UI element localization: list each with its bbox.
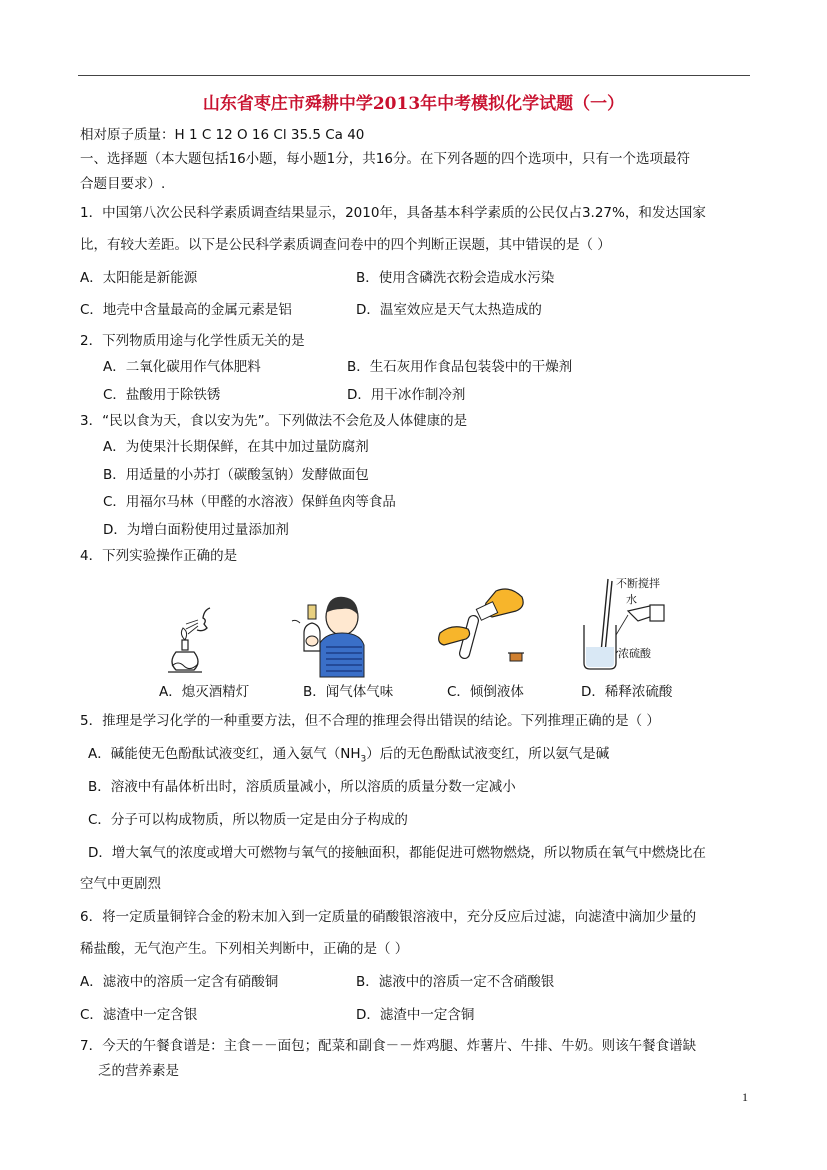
q5-option-d-line2: 空气中更剧烈 bbox=[80, 876, 161, 892]
q6-stem-line1: 6．将一定质量铜锌合金的粉末加入到一定质量的硝酸银溶液中，充分反应后过滤，向滤渣中滴加少量的 bbox=[80, 909, 697, 925]
figure-dilute-acid bbox=[580, 575, 675, 675]
q6-option-d: D．滤渣中一定含铜 bbox=[356, 1007, 475, 1023]
section-heading-line1: 一、选择题（本大题包括16小题，每小题1分，共16分。在下列各题的四个选项中，只有一个选项最符 bbox=[80, 151, 690, 167]
figure-smell-gas bbox=[290, 593, 380, 679]
page-title: 山东省枣庄市舜耕中学2013年中考模拟化学试题（一） bbox=[202, 94, 625, 114]
q4-option-b: B．闻气体气味 bbox=[303, 684, 394, 700]
q6-stem-line2: 稀盐酸，无气泡产生。下列相关判断中，正确的是（ ） bbox=[80, 941, 409, 957]
q3-option-c: C．用福尔马林（甲醛的水溶液）保鲜鱼肉等食品 bbox=[103, 494, 396, 510]
q1-option-c: C．地壳中含量最高的金属元素是铝 bbox=[80, 302, 292, 318]
label-water: 水 bbox=[626, 593, 637, 606]
q2-option-c: C．盐酸用于除铁锈 bbox=[103, 387, 221, 403]
q3-option-a: A．为使果汁长期保鲜，在其中加过量防腐剂 bbox=[103, 439, 369, 455]
q3-option-b: B．用适量的小苏打（碳酸氢钠）发酵做面包 bbox=[103, 467, 369, 483]
q7-stem-line1: 7．今天的午餐食谱是：主食－－面包；配菜和副食－－炸鸡腿、炸薯片、牛排、牛奶。则该午餐食谱缺 bbox=[80, 1038, 697, 1054]
q6-option-b: B．滤液中的溶质一定不含硝酸银 bbox=[356, 974, 555, 990]
q4-option-c: C．倾倒液体 bbox=[447, 684, 524, 700]
q4-stem: 4．下列实验操作正确的是 bbox=[80, 548, 238, 564]
q5-option-b: B．溶液中有晶体析出时，溶质质量减小，所以溶质的质量分数一定减小 bbox=[88, 779, 516, 795]
q2-stem: 2．下列物质用途与化学性质无关的是 bbox=[80, 333, 305, 349]
q5-option-c: C．分子可以构成物质，所以物质一定是由分子构成的 bbox=[88, 812, 408, 828]
label-stir: 不断搅拌 bbox=[616, 577, 660, 590]
q1-stem-line2: 比，有较大差距。以下是公民科学素质调查问卷中的四个判断正误题，其中错误的是（ ） bbox=[80, 237, 611, 253]
section-heading-line2: 合题目要求）. bbox=[80, 176, 166, 192]
header-rule bbox=[78, 75, 750, 76]
atomic-masses: 相对原子质量：H 1 C 12 O 16 Cl 35.5 Ca 40 bbox=[80, 127, 365, 143]
figure-alcohol-lamp bbox=[158, 600, 220, 680]
q5-stem: 5．推理是学习化学的一种重要方法，但不合理的推理会得出错误的结论。下列推理正确的是（ ） bbox=[80, 713, 660, 729]
q5-option-d-line1: D．增大氧气的浓度或增大可燃物与氧气的接触面积，都能促进可燃物燃烧，所以物质在氧气中燃烧比在 bbox=[88, 845, 706, 861]
q4-option-a: A．熄灭酒精灯 bbox=[159, 684, 250, 700]
q2-option-b: B．生石灰用作食品包装袋中的干燥剂 bbox=[347, 359, 573, 375]
figure-pour-liquid bbox=[434, 585, 534, 667]
page-number: 1 bbox=[742, 1090, 748, 1104]
q1-option-d: D．温室效应是天气太热造成的 bbox=[356, 302, 542, 318]
q3-option-d: D．为增白面粉使用过量添加剂 bbox=[103, 522, 289, 538]
q3-stem: 3．“民以食为天，食以安为先”。下列做法不会危及人体健康的是 bbox=[80, 413, 468, 429]
q1-stem-line1: 1．中国第八次公民科学素质调查结果显示，2010年，具备基本科学素质的公民仅占3.27%，和发达国家 bbox=[80, 205, 706, 221]
q1-option-a: A．太阳能是新能源 bbox=[80, 270, 198, 286]
q2-option-a: A．二氧化碳用作气体肥料 bbox=[103, 359, 261, 375]
q1-option-b: B．使用含磷洗衣粉会造成水污染 bbox=[356, 270, 555, 286]
q7-stem-line2: 乏的营养素是 bbox=[98, 1063, 179, 1079]
q4-option-d: D．稀释浓硫酸 bbox=[581, 684, 673, 700]
q6-option-a: A．滤液中的溶质一定含有硝酸铜 bbox=[80, 974, 279, 990]
q5-option-a: A．碱能使无色酚酞试液变红，通入氨气$(NH_3)$后的无色酚酞试液变红，所以氨气是碱 bbox=[88, 746, 610, 765]
q6-option-c: C．滤渣中一定含银 bbox=[80, 1007, 198, 1023]
q2-option-d: D．用干冰作制冷剂 bbox=[347, 387, 466, 403]
label-acid: 浓硫酸 bbox=[618, 647, 651, 660]
